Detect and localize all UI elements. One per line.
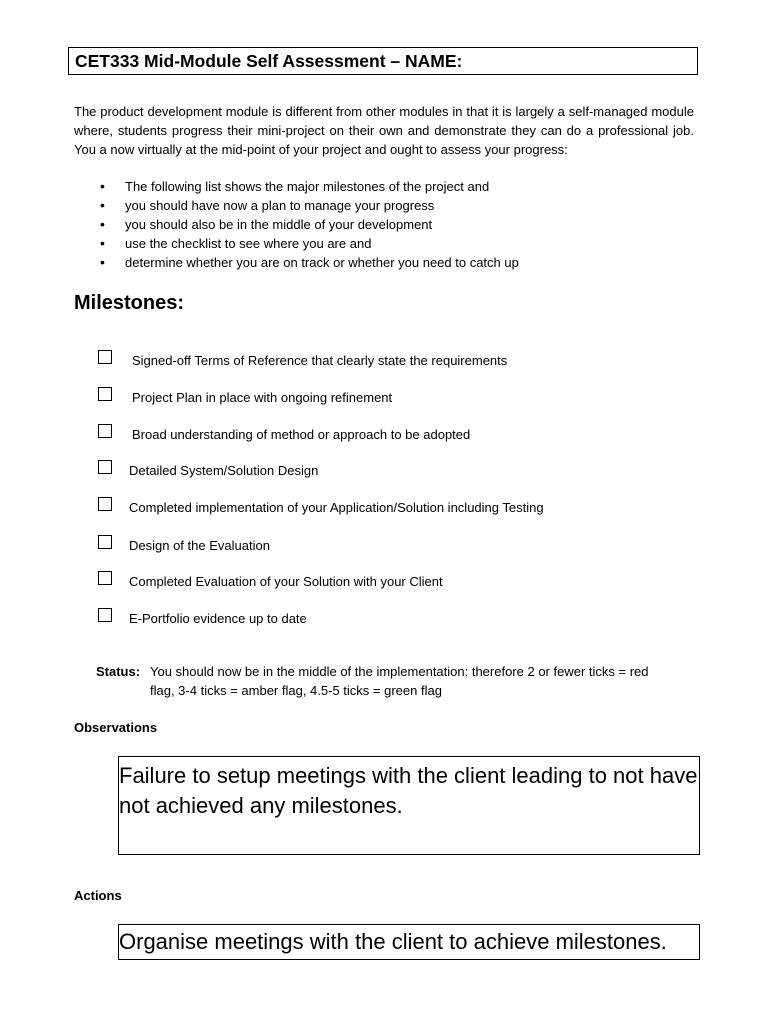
actions-label: Actions <box>74 888 122 903</box>
milestone-item[interactable] <box>97 422 717 446</box>
checkbox[interactable] <box>98 350 112 364</box>
intro-paragraph: The product development module is different from other modules in that it is largely a self-managed module where, students progress their mini-project on their own and demonstrate they can do a professional job. You a now virtually at the mid-point of your project and ought to assess your progress: <box>74 104 694 157</box>
milestone-item[interactable] <box>97 606 717 630</box>
milestone-item[interactable] <box>97 569 717 593</box>
milestone-item[interactable] <box>97 533 717 557</box>
observations-box[interactable]: Failure to setup meetings with the client leading to not have not achieved any milestones. <box>118 756 700 855</box>
milestone-label: Completed Evaluation of your Solution with your Client <box>129 574 443 589</box>
milestone-label: Design of the Evaluation <box>129 538 270 553</box>
milestone-label: Signed-off Terms of Reference that clearly state the requirements <box>132 353 508 368</box>
milestone-item[interactable] <box>97 385 717 409</box>
milestone-label: E-Portfolio evidence up to date <box>129 611 307 626</box>
list-item: • The following list shows the major milestones of the project and <box>74 177 694 196</box>
list-item: • use the checklist to see where you are and <box>74 234 694 253</box>
checkbox[interactable] <box>98 387 112 401</box>
milestone-item[interactable] <box>97 495 717 519</box>
milestone-item[interactable] <box>97 458 717 482</box>
checkbox[interactable] <box>98 608 112 622</box>
milestone-label: Completed implementation of your Application/Solution including Testing <box>129 500 544 515</box>
status-line: flag, 3-4 ticks = amber flag, 4.5-5 ticks = green flag <box>150 683 442 698</box>
document-title: CET333 Mid-Module Self Assessment – NAME: <box>68 47 698 75</box>
milestone-item[interactable] <box>97 348 717 372</box>
guidance-list <box>74 177 694 272</box>
list-item: • you should also be in the middle of your development <box>74 215 694 234</box>
milestone-label: Project Plan in place with ongoing refinement <box>132 390 393 405</box>
observations-label: Observations <box>74 720 158 735</box>
list-item: • determine whether you are on track or whether you need to catch up <box>74 253 694 272</box>
status-label: Status: <box>96 664 141 679</box>
checkbox[interactable] <box>98 460 112 474</box>
list-item: • you should have now a plan to manage your progress <box>74 196 694 215</box>
checkbox[interactable] <box>98 571 112 585</box>
checkbox[interactable] <box>98 424 112 438</box>
status-text <box>150 662 698 700</box>
milestones-heading: Milestones: <box>74 292 185 314</box>
checkbox[interactable] <box>98 535 112 549</box>
milestone-label: Detailed System/Solution Design <box>129 463 319 478</box>
checkbox[interactable] <box>98 497 112 511</box>
status-line: You should now be in the middle of the implementation: therefore 2 or fewer ticks = red <box>150 664 649 679</box>
actions-box[interactable]: Organise meetings with the client to achieve milestones. <box>118 924 700 960</box>
milestone-label: Broad understanding of method or approach to be adopted <box>132 427 471 442</box>
